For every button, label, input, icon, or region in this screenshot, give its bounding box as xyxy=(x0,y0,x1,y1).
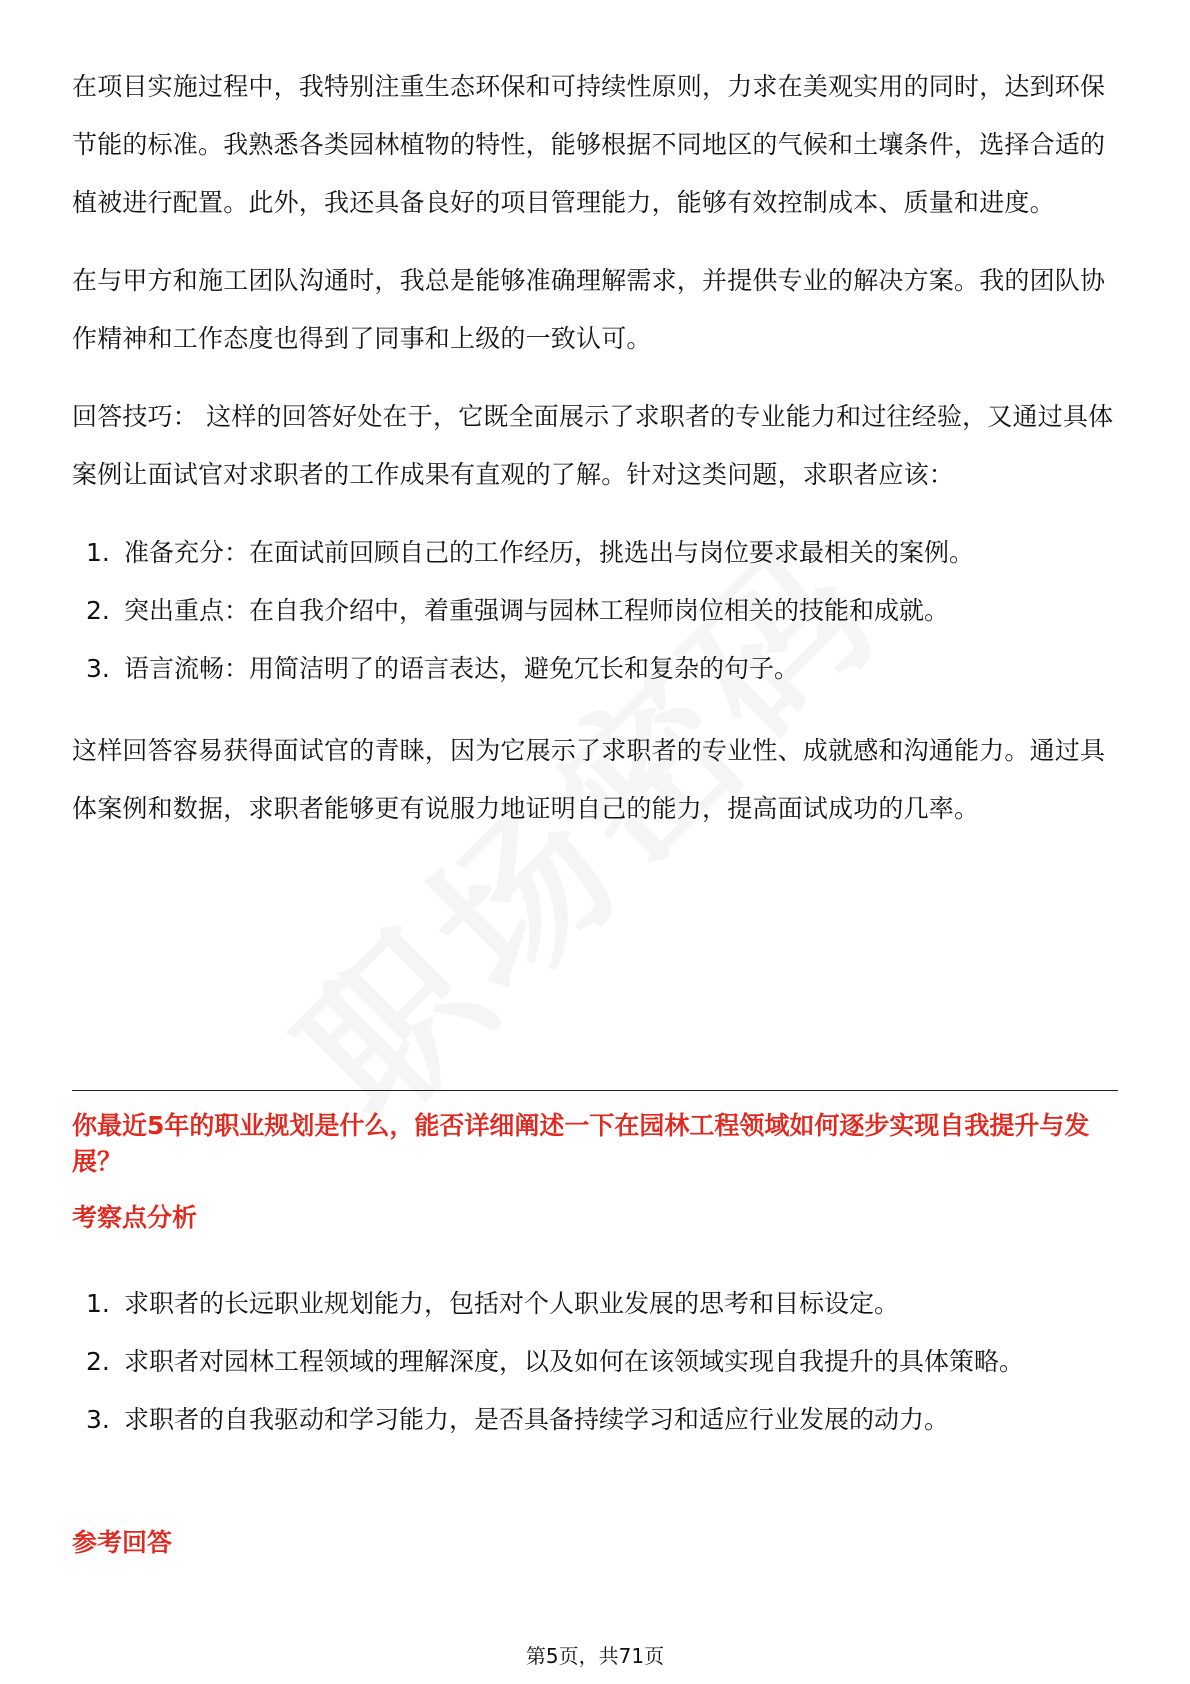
list-number: 2. xyxy=(86,1347,110,1376)
section-divider xyxy=(72,1090,1118,1091)
paragraph-answer-tips: 回答技巧： 这样的回答好处在于，它既全面展示了求职者的专业能力和过往经验，又通过具体案例让面试官对求职者的工作成果有直观的了解。针对这类问题，求职者应该： xyxy=(72,402,1114,489)
list-item-text: 准备充分：在面试前回顾自己的工作经历，挑选出与岗位要求最相关的案例。 xyxy=(124,538,975,567)
list-item-text: 求职者的自我驱动和学习能力，是否具备持续学习和适应行业发展的动力。 xyxy=(124,1405,950,1434)
list-item xyxy=(72,524,1118,582)
analysis-heading: 考察点分析 xyxy=(72,1203,198,1232)
list-item xyxy=(72,640,1118,698)
document-body xyxy=(72,58,1118,858)
list-number: 1. xyxy=(86,538,110,567)
paragraph-communication: 在与甲方和施工团队沟通时，我总是能够准确理解需求，并提供专业的解决方案。我的团队协作精神和工作态度也得到了同事和上级的一致认可。 xyxy=(72,266,1106,353)
page-number-footer: 第5页，共71页 xyxy=(525,1644,665,1668)
list-number: 3. xyxy=(86,654,110,683)
list-number: 3. xyxy=(86,1405,110,1434)
list-number: 2. xyxy=(86,596,110,625)
analysis-section xyxy=(72,1275,1118,1473)
list-number: 1. xyxy=(86,1289,110,1318)
reference-answer-heading: 参考回答 xyxy=(72,1528,173,1557)
list-item-text: 求职者的长远职业规划能力，包括对个人职业发展的思考和目标设定。 xyxy=(124,1289,900,1318)
list-item xyxy=(72,1333,1118,1391)
tips-list xyxy=(72,524,1118,698)
paragraph-closing: 这样回答容易获得面试官的青睐，因为它展示了求职者的专业性、成就感和沟通能力。通过具体案例和数据，求职者能够更有说服力地证明自己的能力，提高面试成功的几率。 xyxy=(72,736,1106,823)
analysis-list xyxy=(72,1275,1118,1449)
question-heading: 你最近5年的职业规划是什么，能否详细阐述一下在园林工程领域如何逐步实现自我提升与发展？ xyxy=(72,1111,1090,1176)
paragraph-project-implementation: 在项目实施过程中，我特别注重生态环保和可持续性原则，力求在美观实用的同时，达到环保节能的标准。我熟悉各类园林植物的特性，能够根据不同地区的气候和土壤条件，选择合适的植被进行配置。此外，我还具备良好的项目管理能力，能够有效控制成本、质量和进度。 xyxy=(72,72,1106,217)
list-item xyxy=(72,582,1118,640)
list-item-text: 语言流畅：用简洁明了的语言表达，避免冗长和复杂的句子。 xyxy=(124,654,800,683)
list-item-text: 求职者对园林工程领域的理解深度，以及如何在该领域实现自我提升的具体策略。 xyxy=(124,1347,1025,1376)
list-item xyxy=(72,1275,1118,1333)
list-item-text: 突出重点：在自我介绍中，着重强调与园林工程师岗位相关的技能和成就。 xyxy=(124,596,950,625)
list-item xyxy=(72,1391,1118,1449)
